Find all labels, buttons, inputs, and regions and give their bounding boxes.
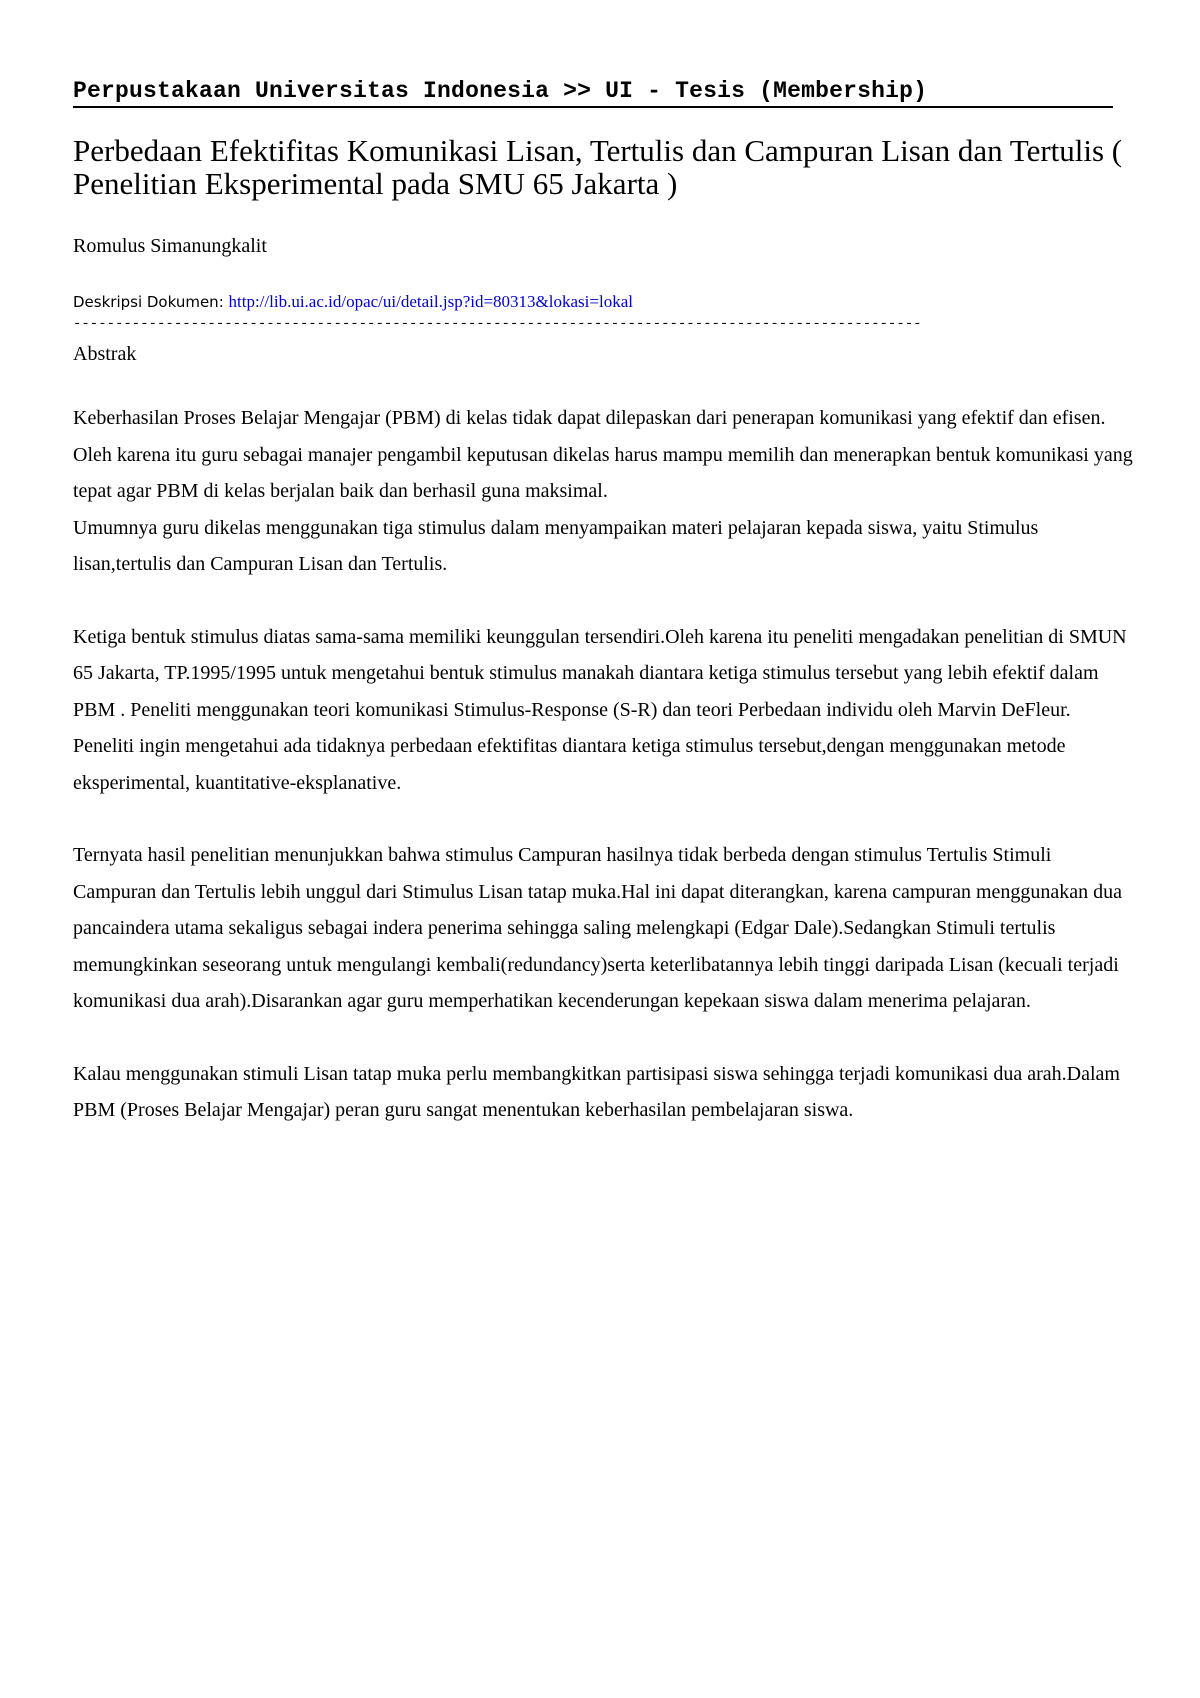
abstract-paragraph: Kalau menggunakan stimuli Lisan tatap muka perlu membangkitkan partisipasi siswa sehingga terjadi komunikasi dua arah.Dalam PBM (Proses Belajar Mengajar) peran guru sangat menentukan keberhasilan pembelajaran siswa.	[73, 1062, 1120, 1121]
document-description	[73, 292, 1133, 312]
description-label: Deskripsi Dokumen:	[73, 293, 229, 311]
abstract-paragraph: Ketiga bentuk stimulus diatas sama-sama memiliki keunggulan tersendiri.Oleh karena itu peneliti mengadakan penelitian di SMUN 65 Jakarta, TP.1995/1995 untuk mengetahui bentuk stimulus manakah diantara ketiga stimulus tersebut yang lebih efektif dalam PBM . Peneliti menggunakan teori komunikasi Stimulus-Response (S-R) dan teori Perbedaan individu oleh Marvin DeFleur. Peneliti ingin mengetahui ada tidaknya perbedaan efektifitas diantara ketiga stimulus tersebut,dengan menggunakan metode eksperimental, kuantitative-eksplanative.	[73, 625, 1127, 794]
abstract-body	[73, 400, 1133, 1129]
document-page	[73, 78, 1133, 1129]
abstract-paragraph: Ternyata hasil penelitian menunjukkan bahwa stimulus Campuran hasilnya tidak berbeda dengan stimulus Tertulis Stimuli Campuran dan Tertulis lebih unggul dari Stimulus Lisan tatap muka.Hal ini dapat diterangkan, karena campuran menggunakan dua pancaindera utama sekaligus sebagai indera penerima sehingga saling melengkapi (Edgar Dale).Sedangkan Stimuli tertulis memungkinkan seseorang untuk mengulangi kembali(redundancy)serta keterlibatannya lebih tinggi daripada Lisan (kecuali terjadi komunikasi dua arah).Disarankan agar guru memperhatikan kecenderungan kepekaan siswa dalam menerima pelajaran.	[73, 844, 1123, 1012]
author-name: Romulus Simanungkalit	[73, 235, 267, 257]
abstract-heading: Abstrak	[73, 343, 137, 365]
abstract-paragraph: Keberhasilan Proses Belajar Mengajar (PBM) di kelas tidak dapat dilepaskan dari penerapan komunikasi yang efektif dan efisen. Oleh karena itu guru sebagai manajer pengambil keputusan dikelas harus mampu memilih dan menerapkan bentuk komunikasi yang tepat agar PBM di kelas berjalan baik dan berhasil guna maksimal.	[73, 407, 1133, 502]
abstract-paragraph: Umumnya guru dikelas menggunakan tiga stimulus dalam menyampaikan materi pelajaran kepada siswa, yaitu Stimulus lisan,tertulis dan Campuran Lisan dan Tertulis.	[73, 516, 1039, 575]
description-link[interactable]: http://lib.ui.ac.id/opac/ui/detail.jsp?id=80313&lokasi=lokal	[228, 292, 633, 311]
breadcrumb: Perpustakaan Universitas Indonesia >> UI - Tesis (Membership)	[73, 78, 1113, 108]
separator-line: -----------------------------------------------------------------------------------------------------	[73, 316, 922, 332]
document-title: Perbedaan Efektifitas Komunikasi Lisan, Tertulis dan Campuran Lisan dan Tertulis ( Penelitian Eksperimental pada SMU 65 Jakarta )	[73, 133, 1123, 201]
